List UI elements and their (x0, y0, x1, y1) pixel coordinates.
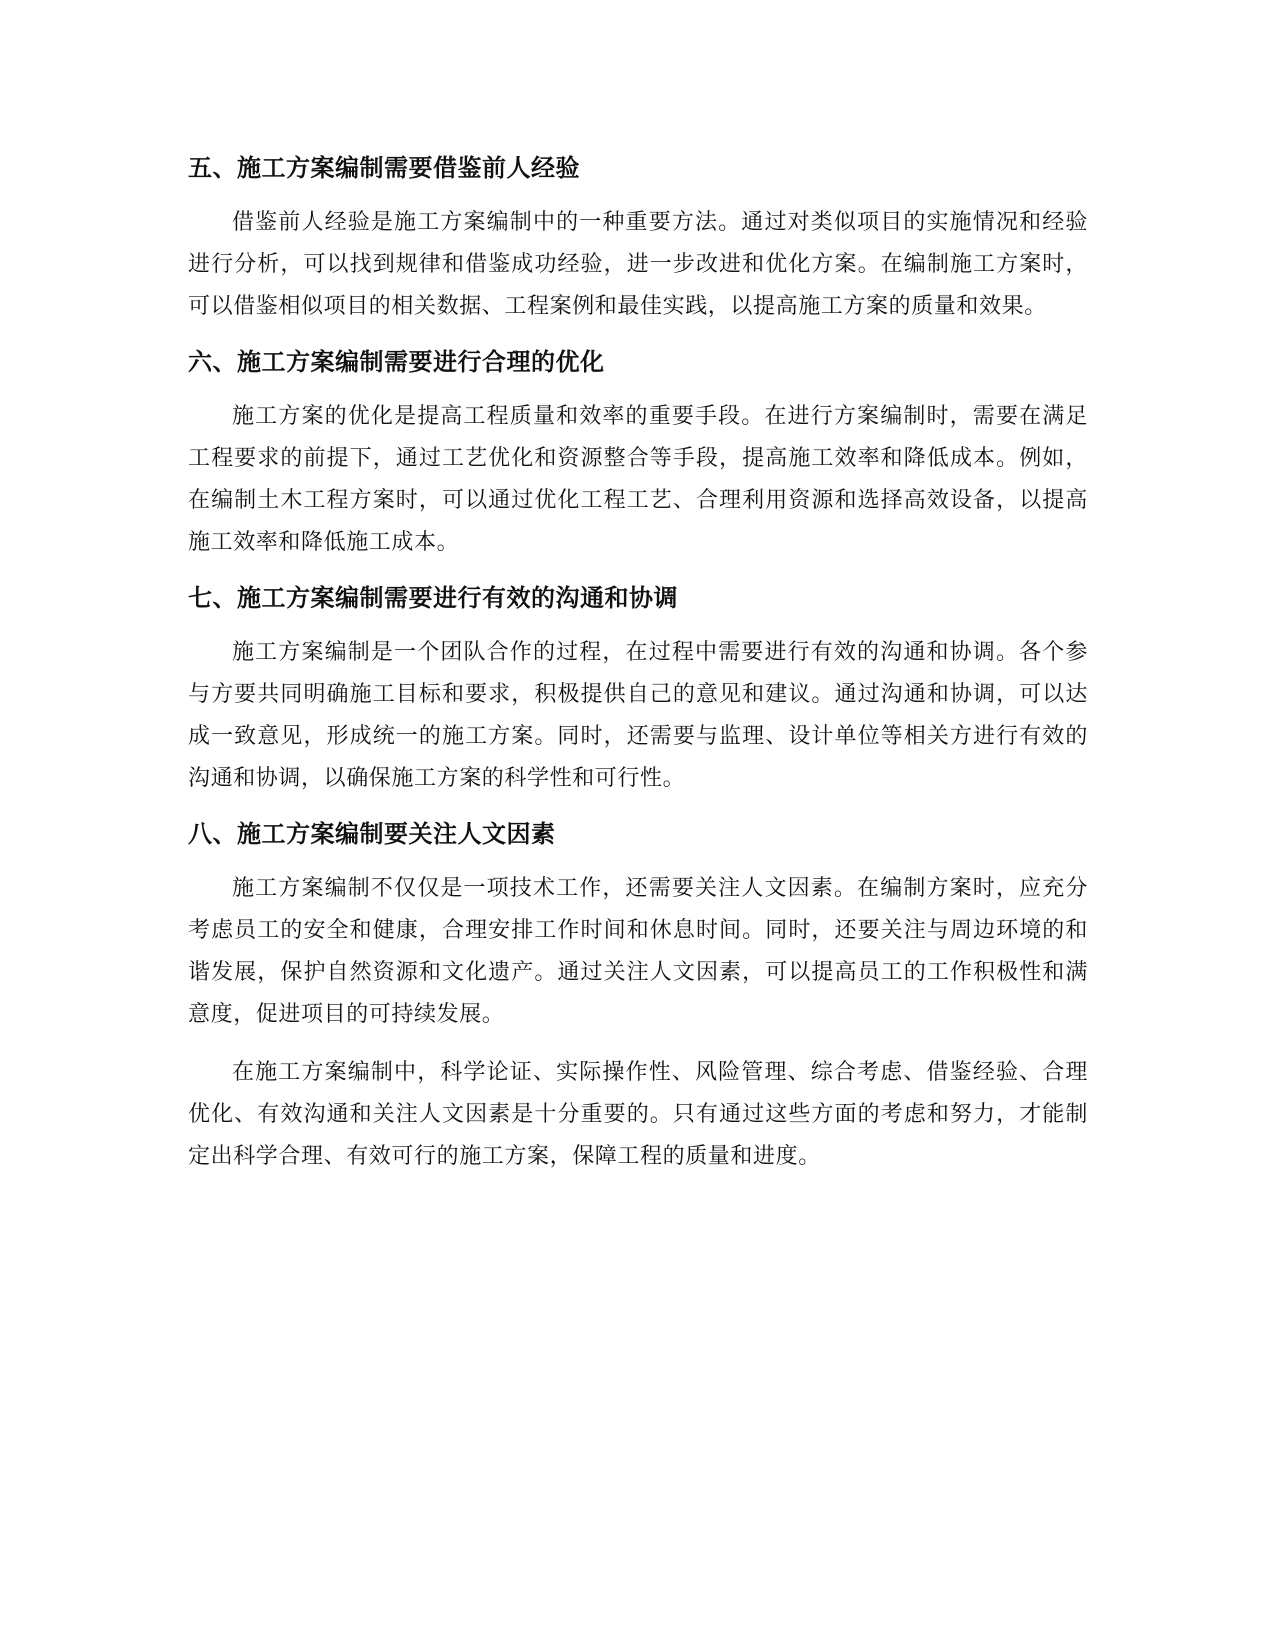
section-heading: 七、施工方案编制需要进行有效的沟通和协调 (188, 584, 678, 612)
section-paragraph: 施工方案编制不仅仅是一项技术工作，还需要关注人文因素。在编制方案时，应充分考虑员工的安全和健康，合理安排工作时间和休息时间。同时，还要关注与周边环境的和谐发展，保护自然资源和文化遗产。通过关注人文因素，可以提高员工的工作积极性和满意度，促进项目的可持续发展。 (188, 876, 1088, 1027)
section-paragraph: 借鉴前人经验是施工方案编制中的一种重要方法。通过对类似项目的实施情况和经验进行分析，可以找到规律和借鉴成功经验，进一步改进和优化方案。在编制施工方案时，可以借鉴相似项目的相关数据、工程案例和最佳实践，以提高施工方案的质量和效果。 (188, 210, 1088, 319)
section-heading: 六、施工方案编制需要进行合理的优化 (188, 348, 605, 376)
section-5 (188, 150, 1088, 328)
section-6 (188, 344, 1088, 564)
section-heading: 五、施工方案编制需要借鉴前人经验 (188, 154, 580, 182)
section-7 (188, 580, 1088, 800)
document-body (188, 150, 1088, 1194)
section-8 (188, 816, 1088, 1036)
closing-paragraph: 在施工方案编制中，科学论证、实际操作性、风险管理、综合考虑、借鉴经验、合理优化、有效沟通和关注人文因素是十分重要的。只有通过这些方面的考虑和努力，才能制定出科学合理、有效可行的施工方案，保障工程的质量和进度。 (188, 1060, 1088, 1169)
section-paragraph: 施工方案编制是一个团队合作的过程，在过程中需要进行有效的沟通和协调。各个参与方要共同明确施工目标和要求，积极提供自己的意见和建议。通过沟通和协调，可以达成一致意见，形成统一的施工方案。同时，还需要与监理、设计单位等相关方进行有效的沟通和协调，以确保施工方案的科学性和可行性。 (188, 640, 1088, 791)
section-paragraph: 施工方案的优化是提高工程质量和效率的重要手段。在进行方案编制时，需要在满足工程要求的前提下，通过工艺优化和资源整合等手段，提高施工效率和降低成本。例如，在编制土木工程方案时，可以通过优化工程工艺、合理利用资源和选择高效设备，以提高施工效率和降低施工成本。 (188, 404, 1088, 555)
section-heading: 八、施工方案编制要关注人文因素 (188, 820, 556, 848)
